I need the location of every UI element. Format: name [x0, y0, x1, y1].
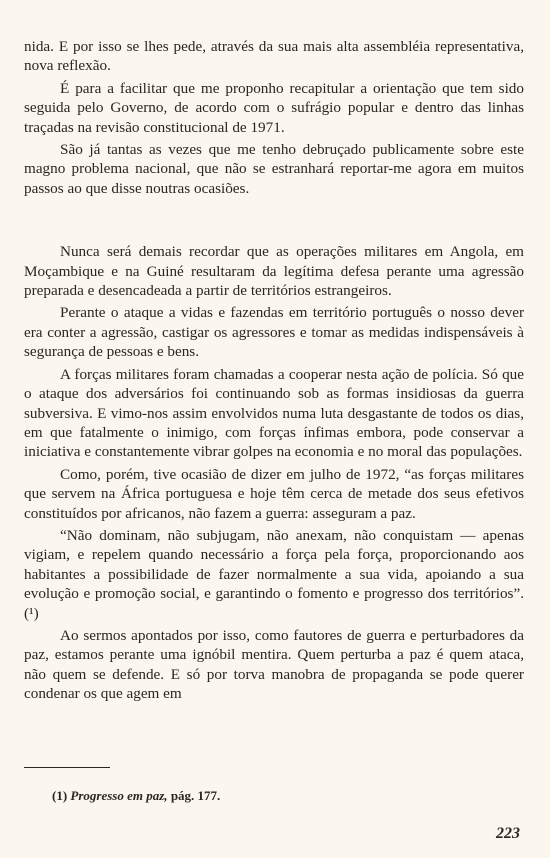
- paragraph: São já tantas as vezes que me tenho debruçado publicamente sobre este magno problema nacional, que não se estranhará reportar-me agora em muitos passos ao que disse noutras ocasiões.: [24, 141, 524, 197]
- footnote-rule: [24, 767, 110, 768]
- footnote-page: pág. 177.: [170, 788, 221, 803]
- footnote-marker: (1): [52, 788, 68, 803]
- paragraph: Nunca será demais recordar que as operações militares em Angola, em Moçambique e na Guiné resultaram da legítima defesa perante uma agressão preparada e desencadeada a partir de territórios estrangeiros.: [24, 243, 524, 300]
- paragraph: Ao sermos apontados por isso, como fautores de guerra e perturbadores da paz, estamos perante uma ignóbil mentira. Quem perturba a paz é quem ataca, não quem se defende. E só por torva manobra de propaganda se pode querer condenar os que agem em: [24, 626, 524, 703]
- page-body: [24, 37, 524, 704]
- paragraph: nida. E por isso se lhes pede, através da sua mais alta assembléia representativa, nova reflexão.: [24, 38, 524, 75]
- page-number: 223: [496, 825, 520, 842]
- paragraph: É para a facilitar que me proponho recapitular a orientação que tem sido seguida pelo Governo, de acordo com o sufrágio popular e dentro das linhas traçadas na revisão constitucional de 1971.: [24, 79, 524, 136]
- footnote: [52, 788, 220, 804]
- paragraph: Perante o ataque a vidas e fazendas em território português o nosso dever era conter a agressão, castigar os agressores e tomar as medidas indispensáveis à segurança de pessoas e bens.: [24, 304, 524, 361]
- section-gap: [24, 198, 524, 242]
- paragraph: “Não dominam, não subjugam, não anexam, não conquistam — apenas vigiam, e repelem quando necessário a força pela força, proporcionando aos habitantes a possibilidade de fazer normalmente a sua vida, apoiando a sua evolução e promoção social, e garantindo o fomento e progresso dos territórios”. (¹): [24, 526, 524, 622]
- paragraph: Como, porém, tive ocasião de dizer em julho de 1972, “as forças militares que servem na África portuguesa e hoje têm cerca de metade dos seus efetivos constituídos por africanos, não fazem a guerra: asseguram a paz.: [24, 465, 524, 522]
- paragraph: A forças militares foram chamadas a cooperar nesta ação de polícia. Só que o ataque dos adversários foi continuando sob as formas insidiosas da guerra subversiva. E vimo-nos assim envolvidos numa luta desgastante de todos os dias, em que fatalmente o inimigo, com forças ínfimas embora, pode conservar a iniciativa e constantemente vibrar golpes na economia e no moral das populações.: [24, 365, 524, 461]
- footnote-title: Progresso em paz,: [70, 788, 168, 803]
